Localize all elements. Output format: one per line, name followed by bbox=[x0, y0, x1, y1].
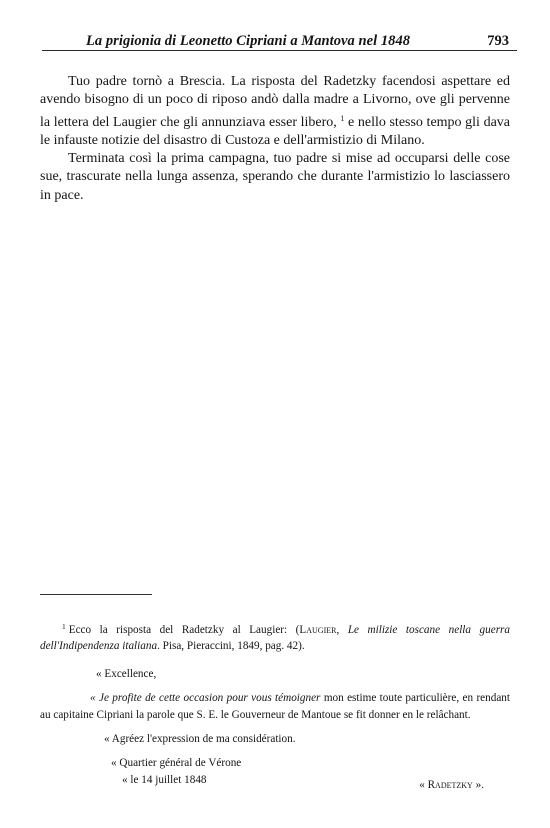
letter-body-roman: mon estime toute particulière, en rendant au capitaine Cipriani la parole que S. E. le Gouverneur de Mantoue se fit donner en le relâchant. bbox=[40, 692, 511, 721]
paragraph-1-text-continued: e nello stesso tempo gli dava le infauste notizie del disastro di Custoza e dell'armistizio di Milano. bbox=[40, 114, 510, 148]
footnote-marker: 1 bbox=[62, 622, 66, 631]
letter-body-italic: « Je profite de cette occasion pour vous témoigner bbox=[90, 692, 321, 705]
letter-date: « le 14 juillet 1848 bbox=[122, 773, 207, 786]
paragraph-2: Terminata così la prima campagna, tuo padre si mise ad occuparsi delle cose sue, trascurate nella lunga assenza, sperando che durante l'armistizio lo lasciassero in pace. bbox=[40, 151, 510, 203]
citation-author: Laugier bbox=[299, 624, 337, 636]
page-number: 793 bbox=[487, 33, 509, 49]
header-rule bbox=[42, 50, 517, 51]
letter-body bbox=[40, 690, 510, 723]
citation-rest: . Pisa, Pieraccini, 1849, pag. 42). bbox=[157, 640, 305, 653]
letter-closing: « Agréez l'expression de ma considération. bbox=[104, 733, 296, 746]
letter-salutation: « Excellence, bbox=[96, 667, 157, 680]
citation-title: Le milizie toscane nella guerra dell'Indipendenza italiana bbox=[40, 624, 510, 653]
letter-place: « Quartier général de Vérone bbox=[111, 757, 242, 770]
footnotes bbox=[40, 619, 510, 788]
footnote-rule bbox=[40, 594, 152, 595]
footnote-intro: Ecco la risposta del Radetzky al Laugier: bbox=[68, 624, 288, 636]
running-title: La prigionia di Leonetto Cipriani a Mantova nel 1848 bbox=[86, 33, 411, 49]
main-text bbox=[40, 73, 510, 205]
running-header bbox=[40, 33, 515, 51]
letter-signature: « Radetzky ». bbox=[419, 779, 484, 791]
paragraph-1-text: Tuo padre tornò a Brescia. La risposta del Radetzky facendosi aspettare ed avendo bisogno di un poco di riposo andò dalla madre a Livorno, ove gli pervenne la lettera del Laugier che gli annunziava esser libero, bbox=[40, 74, 510, 130]
footnote-reference: 1 bbox=[340, 113, 345, 123]
paragraph-1 bbox=[40, 73, 510, 150]
footnote-1: $^1$ Ecco la risposta del Radetzky al Laugier: (Laugier, Le milizie toscane nella guerra dell'Indipendenza italiana. Pisa, Pieraccini, 1849, pag. 42). bbox=[40, 622, 510, 653]
